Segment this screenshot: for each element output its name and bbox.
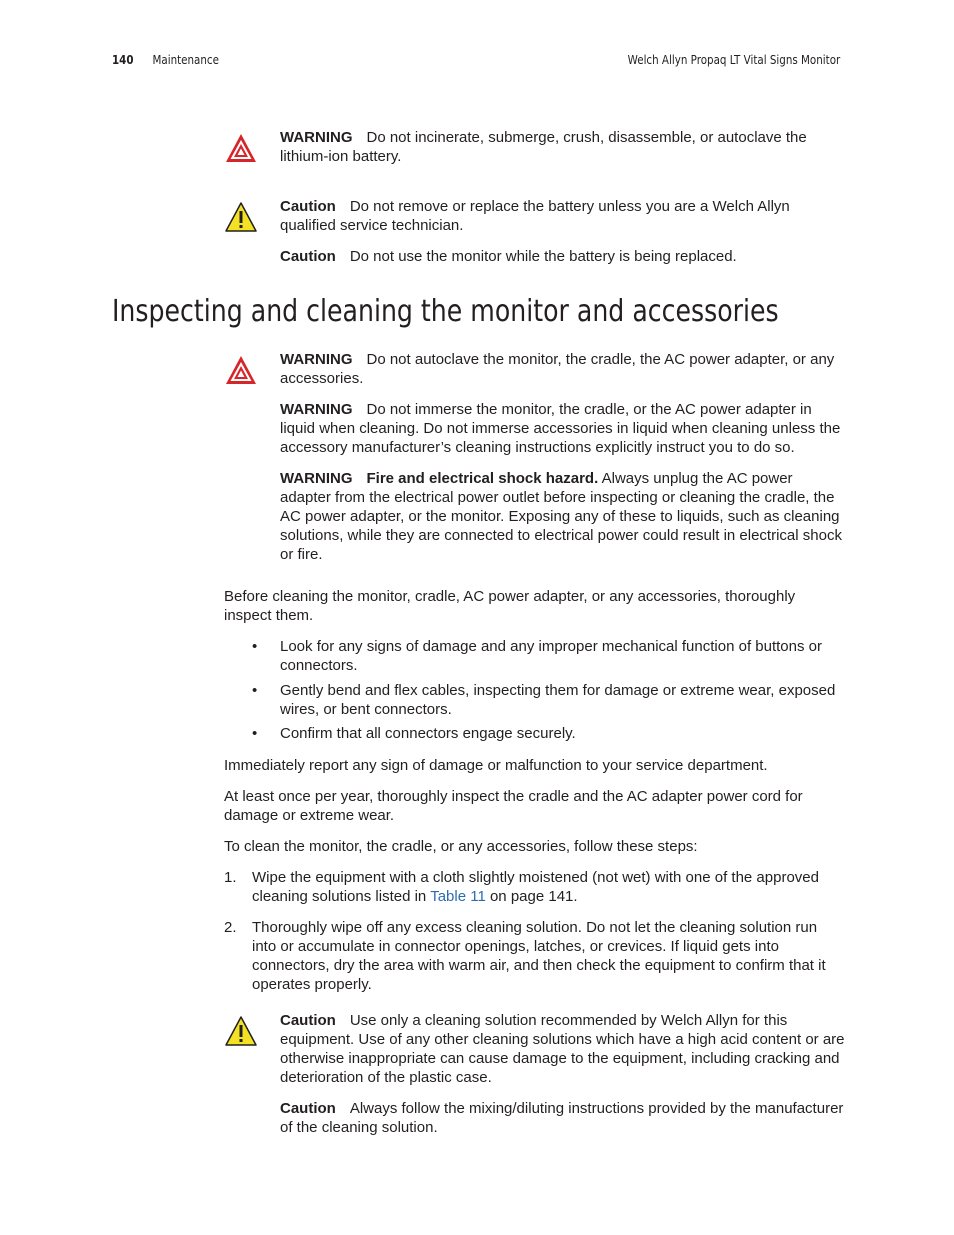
list-item: Confirm that all connectors engage securely. [280, 725, 576, 742]
caution-triangle-icon [224, 201, 258, 233]
page-number: 140 [112, 53, 134, 67]
caution-mixing: Caution Always follow the mixing/diluting instructions provided by the manufacturer of the cleaning solution. [280, 1100, 844, 1136]
section-name: Maintenance [152, 53, 219, 67]
table-11-link[interactable]: Table 11 [430, 888, 486, 905]
step-1: Wipe the equipment with a cloth slightly moistened (not wet) with one of the approved cleaning solutions listed in Table 11 on page 141. [252, 869, 819, 905]
warning-shock-hazard: WARNING Fire and electrical shock hazard. Always unplug the AC power adapter from the electrical power outlet before inspecting or cleaning the cradle, the AC power adapter, or the monitor. Exposing any of these to liquids, such as cleaning solutions, while they are connected to electrical power could result in electrical shock or fire. [280, 470, 842, 563]
warning-immerse: WARNING Do not immerse the monitor, the cradle, or the AC power adapter in liquid when cleaning. Do not immerse accessories in liquid when cleaning unless the accessory manufacturer’s cleaning instructions explicitly instruct you to do so. [280, 401, 841, 456]
battery-caution-2: Caution Do not use the monitor while the battery is being replaced. [280, 248, 737, 265]
list-item: Look for any signs of damage and any improper mechanical function of buttons or connectors. [280, 638, 822, 674]
yearly-inspection-paragraph: At least once per year, thoroughly inspect the cradle and the AC adapter power cord for damage or extreme wear. [224, 788, 803, 824]
page-header-left [112, 53, 219, 67]
report-paragraph: Immediately report any sign of damage or malfunction to your service department. [224, 757, 768, 774]
bullet-marker: • [252, 725, 258, 742]
warning-triangle-icon [224, 132, 258, 164]
caution-cleaning-solution: Caution Use only a cleaning solution recommended by Welch Allyn for this equipment. Use of any other cleaning solutions which have a high acid content or are otherwise inappropriate can cause damage to the equipment, including cracking and deterioration of the plastic case. [280, 1012, 845, 1086]
caution-triangle-icon [224, 1015, 258, 1047]
warning-autoclave: WARNING Do not autoclave the monitor, the cradle, the AC power adapter, or any accessories. [280, 351, 835, 387]
section-title: Inspecting and cleaning the monitor and accessories [112, 294, 779, 329]
inspect-intro: Before cleaning the monitor, cradle, AC power adapter, or any accessories, thoroughly inspect them. [224, 588, 796, 624]
step-number: 2. [224, 919, 237, 936]
battery-caution-1: Caution Do not remove or replace the battery unless you are a Welch Allyn qualified service technician. [280, 198, 790, 234]
steps-intro: To clean the monitor, the cradle, or any accessories, follow these steps: [224, 838, 698, 855]
bullet-marker: • [252, 682, 258, 699]
bullet-marker: • [252, 638, 258, 655]
list-item: Gently bend and flex cables, inspecting them for damage or extreme wear, exposed wires, or bent connectors. [280, 682, 836, 718]
step-number: 1. [224, 869, 237, 886]
step-2: Thoroughly wipe off any excess cleaning solution. Do not let the cleaning solution run into or accumulate in connector openings, latches, or crevices. If liquid gets into connectors, dry the area with warm air, and then check the equipment to confirm that it operates properly. [252, 919, 826, 993]
warning-triangle-icon [224, 354, 258, 386]
battery-warning: WARNING Do not incinerate, submerge, crush, disassemble, or autoclave the lithium-ion battery. [280, 129, 807, 165]
document-title: Welch Allyn Propaq LT Vital Signs Monitor [627, 53, 840, 67]
